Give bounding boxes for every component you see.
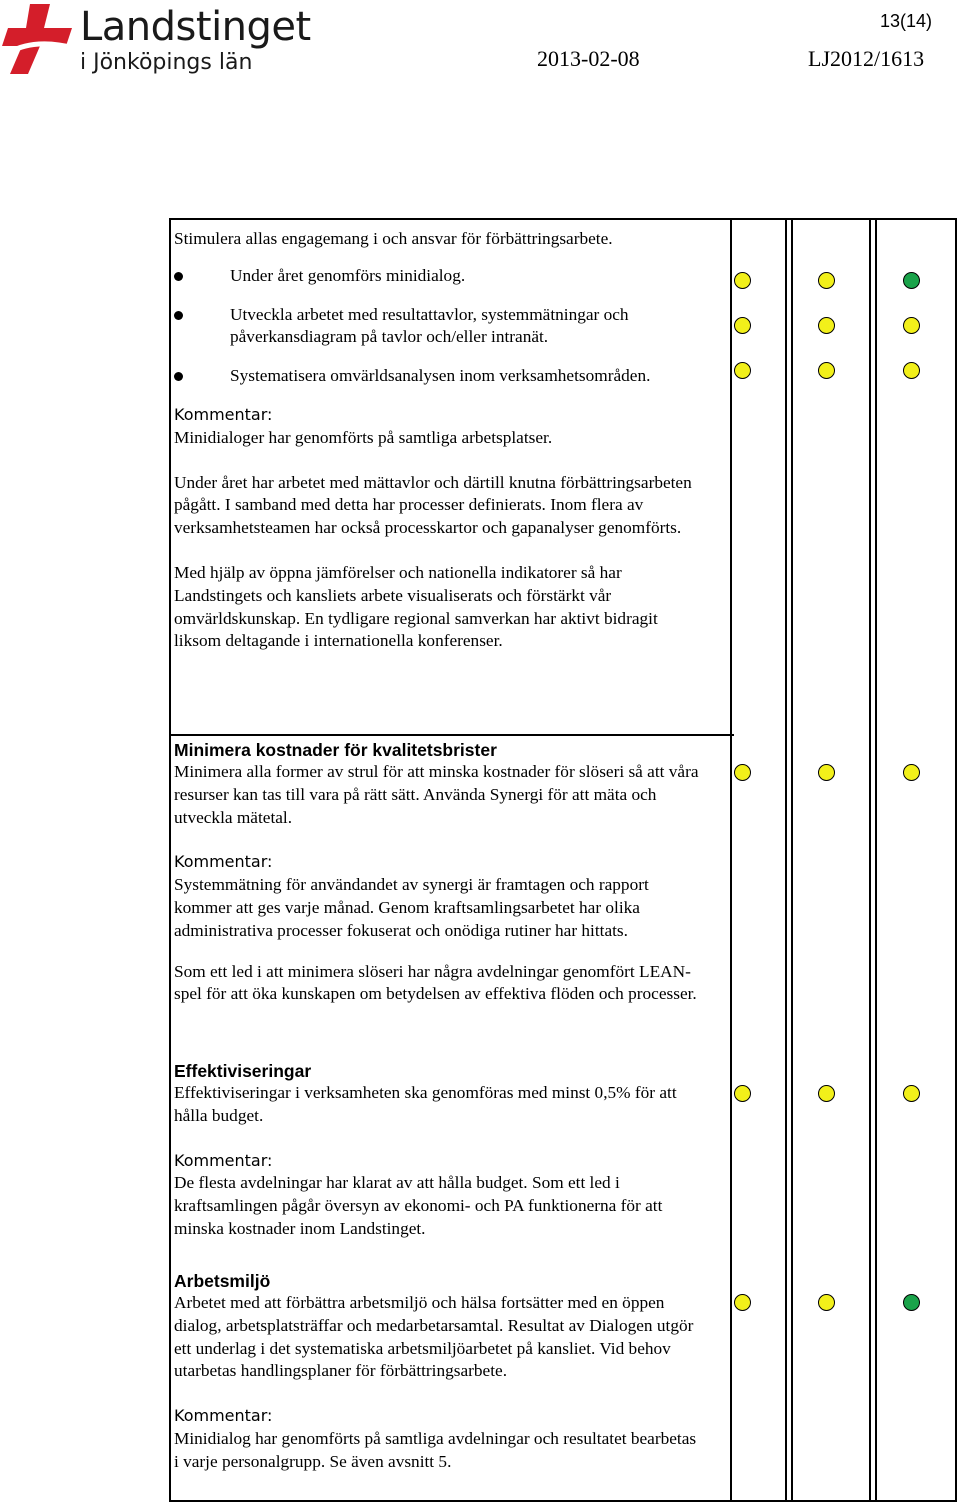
status-indicator [818, 764, 835, 781]
section-heading: Effektiviseringar [174, 1061, 312, 1081]
bullet-item: Utveckla arbetet med resultattavlor, systemmätningar och påverkansdiagram på tavlor och/eller intranät. [174, 304, 704, 350]
comment-label: Kommentar: [174, 1150, 273, 1170]
column-divider [875, 220, 877, 1500]
landstinget-logo-icon [0, 0, 78, 76]
status-indicator [734, 1294, 751, 1311]
document-date: 2013-02-08 [537, 46, 640, 71]
comment-text: Med hjälp av öppna jämförelser och nationella indikatorer så har Landstingets och kansliets arbete visualiserats och förstärkt vår omvärldskunskap. En tydligare regional samverkan har aktivt bidragit liksom deltagande i internationella konferenser. [174, 562, 658, 651]
status-indicator [903, 1294, 920, 1311]
status-indicator [734, 764, 751, 781]
status-indicator [734, 317, 751, 334]
column-divider [791, 220, 793, 1500]
comment-label: Kommentar: [174, 852, 273, 872]
column-divider [785, 220, 787, 1500]
comment-text: Minidialoger har genomförts på samtliga arbetsplatser. [174, 427, 553, 447]
status-indicator [903, 764, 920, 781]
section-work-environment [174, 1270, 704, 1474]
comment-text: Under året har arbetet med mättavlor och därtill knutna förbättringsarbeten pågått. I samband med detta har processer definierats. Inom flera av verksamhetsteamen har också processkartor och gapanalyser genomförts. [174, 472, 692, 538]
section-efficiency [174, 1060, 704, 1241]
comment-text: Systemmätning för användandet av synergi är framtagen och rapport kommer att ges varje månad. Genom kraftsamlingsarbetet har olika administrativa processer fokuserat och onödiga rutiner har hittats. [174, 875, 649, 940]
status-indicator [818, 272, 835, 289]
section-minimize-costs [174, 739, 704, 1006]
status-indicator [734, 272, 751, 289]
status-indicator [903, 317, 920, 334]
section-heading: Minimera kostnader för kvalitetsbrister [174, 740, 497, 760]
comment-label: Kommentar: [174, 1406, 273, 1426]
section-intro: Stimulera allas engagemang i och ansvar för förbättringsarbete. [174, 229, 613, 248]
logo-subtitle: i Jönköpings län [80, 50, 253, 75]
status-indicator [818, 1294, 835, 1311]
section-body: Effektiviseringar i verksamheten ska genomföras med minst 0,5% för att hålla budget. [174, 1083, 677, 1125]
page-number: 13(14) [879, 11, 932, 31]
document-reference: LJ2012/1613 [808, 46, 925, 71]
status-indicator [903, 362, 920, 379]
logo [0, 0, 310, 80]
status-indicator [734, 1085, 751, 1102]
comment-label: Kommentar: [174, 404, 273, 424]
section-body: Minimera alla former av strul för att minska kostnader för slöseri så att våra resurser kan tas till vara på rätt sätt. Använda Synergi för att mäta och utveckla mätetal. [174, 762, 699, 827]
column-divider [730, 220, 732, 1500]
logo-name: Landstinget [80, 4, 311, 50]
status-indicator [818, 362, 835, 379]
status-indicator [818, 317, 835, 334]
section-heading: Arbetsmiljö [174, 1271, 271, 1291]
row-divider [171, 734, 734, 736]
comment-text: De flesta avdelningar har klarat av att hålla budget. Som ett led i kraftsamlingen pågår översyn av ekonomi- och PA funktionerna för att minska kostnader inom Landstinget. [174, 1173, 663, 1238]
column-divider [869, 220, 871, 1500]
comment-text: Minidialog har genomförts på samtliga avdelningar och resultatet bearbetas i varje personalgrupp. Se även avsnitt 5. [174, 1428, 697, 1471]
bullet-list [174, 265, 704, 388]
status-indicator [903, 272, 920, 289]
bullet-item: Systematisera omvärldsanalysen inom verksamhetsområden. [174, 365, 704, 388]
status-indicator [734, 362, 751, 379]
status-indicator [903, 1085, 920, 1102]
bullet-item: Under året genomförs minidialog. [174, 265, 704, 288]
section-improvement [174, 228, 704, 653]
status-indicator [818, 1085, 835, 1102]
section-body: Arbetet med att förbättra arbetsmiljö och hälsa fortsätter med en öppen dialog, arbetsplatsträffar och medarbetarsamtal. Resultat av Dialogen utgör ett underlag i det systematiska arbetsmiljöarbetet på kansliet. Vid behov utarbetas handlingsplaner för förbättringsarbete. [174, 1293, 694, 1381]
comment-text: Som ett led i att minimera slöseri har några avdelningar genomfört LEAN-spel för att öka kunskapen om betydelsen av effektiva flöden och processer. [174, 961, 697, 1004]
